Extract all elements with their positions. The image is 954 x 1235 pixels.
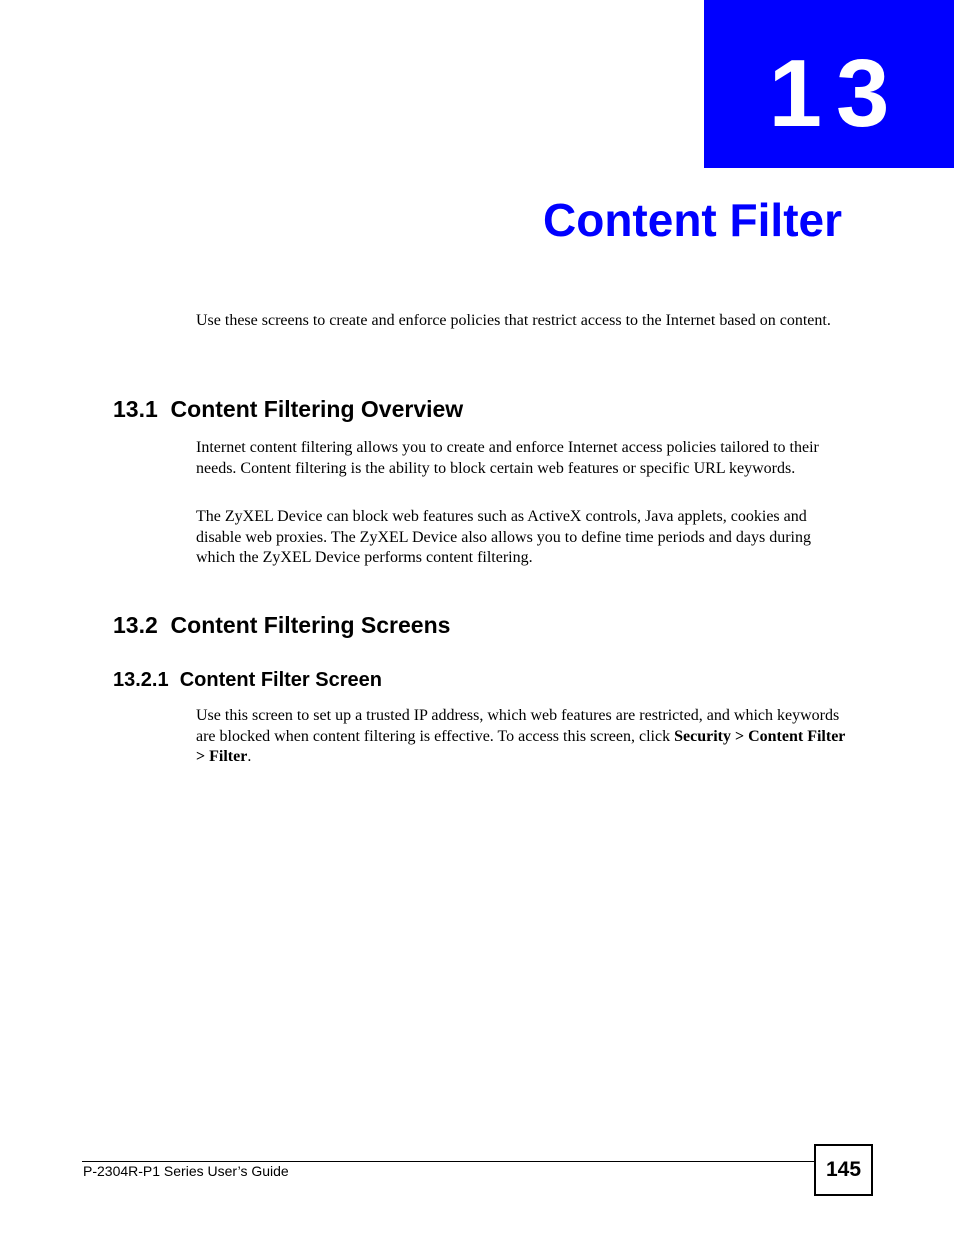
section-heading-13-1: 13.1 Content Filtering Overview xyxy=(113,396,464,422)
paragraph-end: . xyxy=(247,748,252,765)
page-number: 145 xyxy=(814,1144,873,1196)
chapter-title: Content Filter xyxy=(543,194,842,246)
chapter-number: 13 xyxy=(768,40,904,147)
chapter-number-box xyxy=(704,0,954,168)
section-heading-13-2-1: 13.2.1 Content Filter Screen xyxy=(113,669,382,691)
content-filter-screen-paragraph xyxy=(196,706,846,768)
section-heading-13-2: 13.2 Content Filtering Screens xyxy=(113,612,451,638)
overview-paragraph-1: Internet content filtering allows you to create and enforce Internet access policies tailored to their needs. Content filtering is the ability to block certain web features or specific URL keywords. xyxy=(196,439,819,477)
footer-guide-title: P-2304R-P1 Series User’s Guide xyxy=(83,1163,289,1179)
paragraph-text: Use this screen to set up a trusted IP address, which web features are restricted, and which keywords are blocked when content filtering is effective. To access this screen, click xyxy=(196,707,840,745)
intro-paragraph: Use these screens to create and enforce policies that restrict access to the Internet based on content. xyxy=(196,312,831,329)
overview-paragraph-2: The ZyXEL Device can block web features such as ActiveX controls, Java applets, cookies and disable web proxies. The ZyXEL Device also allows you to define time periods and days during which the ZyXEL Device performs content filtering. xyxy=(196,508,811,566)
menu-path: Security > Content Filter > Filter xyxy=(196,727,846,765)
